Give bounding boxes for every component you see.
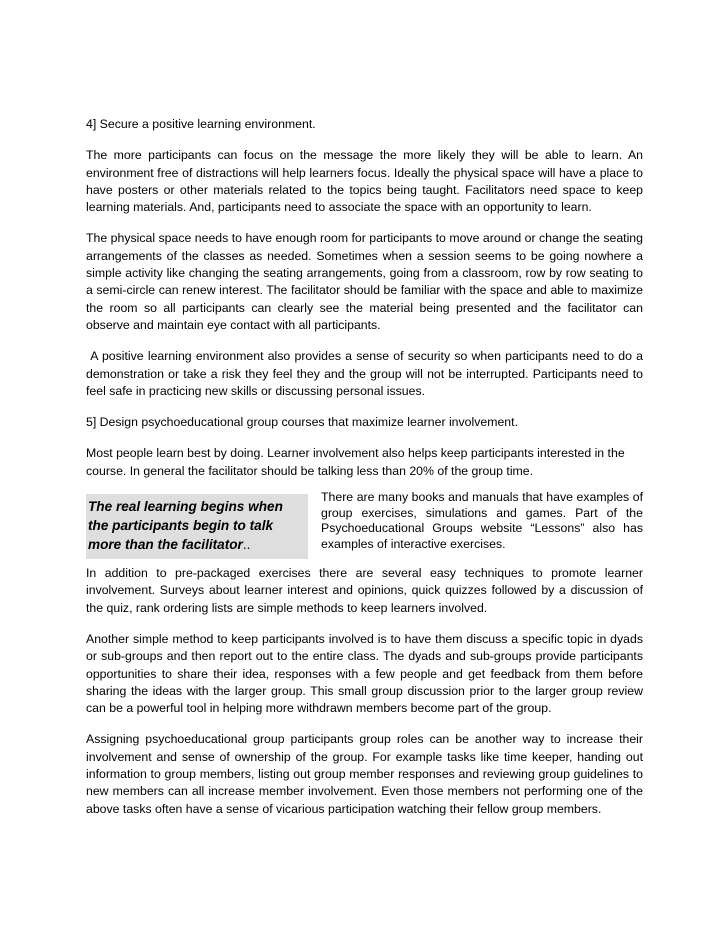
- paragraph-learn-by-doing: Most people learn best by doing. Learner involvement also helps keep participants interested in the course. In general the facilitator should be talking less than 20% of the group time.: [86, 446, 625, 478]
- paragraph-group-roles: Assigning psychoeducational group participants group roles can be another way to increase their involvement and sense of ownership of the group. For example tasks like time keeper, handing out information to group members, listing out group member responses and reviewing group guidelines to new members can all increase member involvement. Even those members not performing one of the above tasks often have a sense of vicarious participation watching their fellow group members.: [86, 732, 643, 816]
- pull-quote-text: The real learning begins when the participants begin to talk more than the facilitator: [88, 499, 283, 553]
- paragraph-books-and-manuals: There are many books and manuals that have examples of group exercises, simulations and games. Part of the Psychoeducational Groups website “Lessons” also has examples of interactive exercises.: [321, 490, 643, 551]
- section-5-heading: 5] Design psychoeducational group courses that maximize learner involvement.: [86, 415, 518, 430]
- pull-quote: [86, 494, 308, 559]
- paragraph-physical-space: The physical space needs to have enough room for participants to move around or change the seating arrangements of the classes as needed. Sometimes when a session seems to be going nowhere a simple activity like changing the seating arrangements, going from a classroom, row by row seating to a semi-circle can renew interest. The facilitator should be familiar with the space and able to maximize the room so all participants can clearly see the material being presented and the facilitator can observe and maintain eye contact with all participants.: [86, 231, 643, 332]
- document-page: [86, 116, 647, 832]
- pull-quote-row: [86, 490, 643, 559]
- paragraph-pre-packaged-exercises: In addition to pre-packaged exercises there are several easy techniques to promote learner involvement. Surveys about learner interest and opinions, quick quizzes followed by a discussion of the quiz, rank ordering lists are simple methods to keep learners involved.: [86, 566, 643, 615]
- pull-quote-tail: ..: [242, 537, 251, 553]
- section-4-heading: 4] Secure a positive learning environment.: [86, 117, 316, 131]
- paragraph-sense-of-security: A positive learning environment also provides a sense of security so when participants need to do a demonstration or take a risk they feel they and the group will not be interrupted. Participants need to feel safe in practicing new skills or discussing personal issues.: [86, 349, 647, 398]
- paragraph-focus-on-message: The more participants can focus on the message the more likely they will be able to learn. An environment free of distractions will help learners focus. Ideally the physical space will have a place to have posters or other materials related to the topics being taught. Facilitators need space to keep learning materials. And, participants need to associate the space with an opportunity to learn.: [86, 148, 643, 215]
- paragraph-dyads-sub-groups: Another simple method to keep participants involved is to have them discuss a specific topic in dyads or sub-groups and then report out to the entire class. The dyads and sub-groups provide participants opportunities to share their idea, responses with a few people and get feedback from them before sharing the ideas with the larger group. This small group discussion prior to the larger group review can be a powerful tool in helping more withdrawn members become part of the group.: [86, 631, 643, 716]
